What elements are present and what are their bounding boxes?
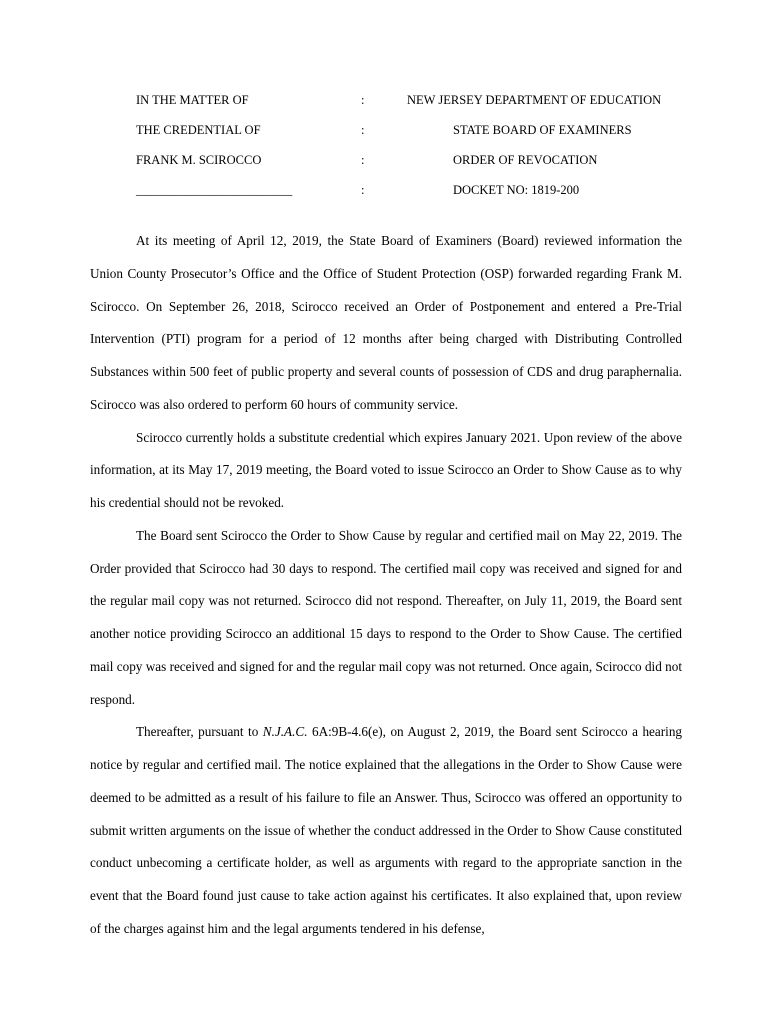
- caption-colon-1: :: [361, 93, 365, 107]
- caption-right-3: ORDER OF REVOCATION: [453, 153, 598, 167]
- caption-right-1: NEW JERSEY DEPARTMENT OF EDUCATION: [407, 93, 662, 107]
- paragraph-2: Scirocco currently holds a substitute credential which expires January 2021. Upon review of the above information, at its May 17, 2019 meeting, the Board voted to issue Scirocco an Order to Show Cause as to why his credential should not be revoked.: [90, 429, 682, 510]
- caption-colon-3: :: [361, 153, 365, 167]
- paragraph-3: The Board sent Scirocco the Order to Show Cause by regular and certified mail on May 22, 2019. The Order provided that Scirocco had 30 days to respond. The certified mail copy was received and signed for and the regular mail copy was not returned. Scirocco did not respond. Thereafter, on July 11, 2019, the Board sent another notice providing Scirocco an additional 15 days to respond to the Order to Show Cause. The certified mail copy was received and signed for and the regular mail copy was not returned. Once again, Scirocco did not respond.: [90, 527, 682, 707]
- caption-row-3: [0, 150, 770, 170]
- paragraph-4-rest: 6A:9B-4.6(e), on August 2, 2019, the Board sent Scirocco a hearing notice by regular and certified mail. The notice explained that the allegations in the Order to Show Cause were deemed to be admitted as a result of his failure to file an Answer. Thus, Scirocco was offered an opportunity to submit written arguments on the issue of whether the conduct addressed in the Order to Show Cause constituted conduct unbecoming a certificate holder, as well as arguments with regard to the appropriate sanction in the event that the Board found just cause to take action against his certificates. It also explained that, upon review of the charges against him and the legal arguments tendered in his defense,: [90, 724, 683, 936]
- caption-left-1: IN THE MATTER OF: [136, 93, 249, 107]
- caption-colon-2: :: [361, 123, 365, 137]
- caption-left-3: FRANK M. SCIROCCO: [136, 153, 262, 167]
- paragraph-4: [90, 716, 682, 945]
- caption-row-1: [0, 90, 770, 110]
- order-body: [90, 225, 682, 946]
- caption-left-2: THE CREDENTIAL OF: [136, 123, 261, 137]
- caption-row-4: [0, 180, 770, 200]
- paragraph-4-lead: Thereafter, pursuant to: [136, 724, 263, 740]
- paragraph-1: At its meeting of April 12, 2019, the State Board of Examiners (Board) reviewed information the Union County Prosecutor’s Office and the Office of Student Protection (OSP) forwarded regarding Frank M. Scirocco. On September 26, 2018, Scirocco received an Order of Postponement and entered a Pre-Trial Intervention (PTI) program for a period of 12 months after being charged with Distributing Controlled Substances within 500 feet of public property and several counts of possession of CDS and drug paraphernalia. Scirocco was also ordered to perform 60 hours of community service.: [90, 233, 682, 412]
- paragraph-4-citation: N.J.A.C.: [262, 724, 308, 740]
- caption-colon-4: :: [361, 183, 365, 197]
- docket-number: DOCKET NO: 1819-200: [453, 183, 580, 197]
- caption-row-2: [0, 120, 770, 140]
- case-caption: [0, 0, 770, 210]
- caption-right-2: STATE BOARD OF EXAMINERS: [453, 123, 632, 137]
- caption-signature-line: _________________________: [136, 183, 293, 197]
